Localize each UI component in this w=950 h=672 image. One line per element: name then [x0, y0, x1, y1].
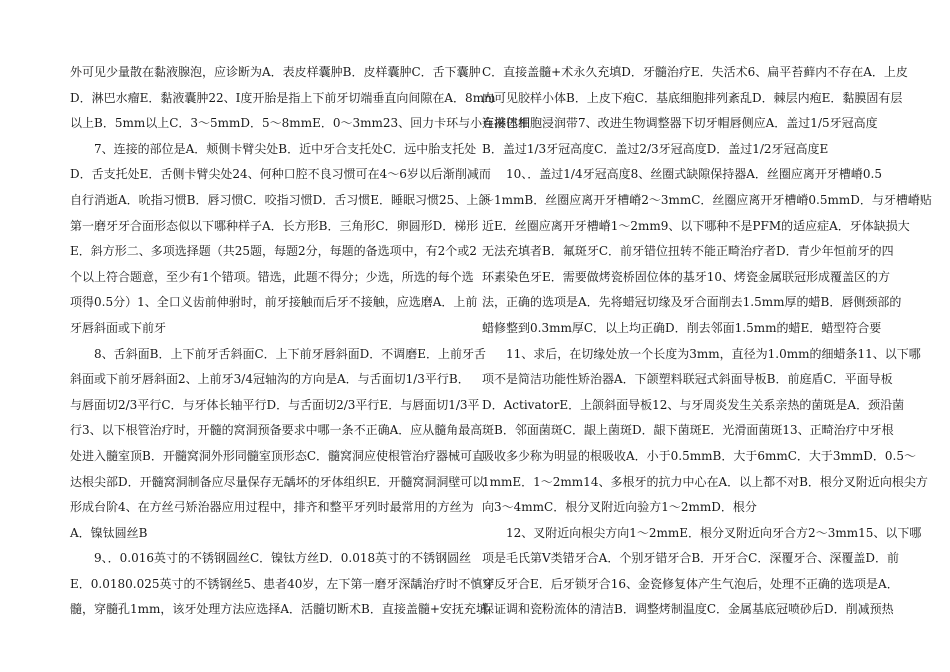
text-line: A．镍钛圆丝B — [70, 525, 148, 540]
text-line: 无法充填者B．氟斑牙C．前牙错位扭转不能正畸治疗者D．青少年恒前牙的四 — [482, 244, 894, 259]
text-line: 内可见胶样小体B．上皮下疱C．基底细胞排列紊乱D．棘层内疱E．黏膜固有层 — [482, 90, 903, 105]
right-text-column — [482, 60, 932, 623]
text-line: 斜面或下前牙唇斜面2、上前牙3/4冠轴沟的方向是A．与舌面切1/3平行B． — [70, 372, 470, 387]
text-line: 环素染色牙E．需要做烤瓷桥固位体的基牙10、烤瓷金属联冠形成覆盖区的方 — [482, 269, 891, 284]
text-line: 髓，穿髓孔1mm，该牙处理方法应选择A．活髓切断术B．直接盖髓+安抚充填 — [70, 602, 488, 617]
text-line: 蜡修整到0.3mm厚C．以上均正确D．削去邻面1.5mm的蜡E．蜡型符合要 — [482, 320, 882, 335]
text-line: 9、．0.016英寸的不锈钢圆丝C．镍钛方丝D．0.018英寸的不锈钢圆丝 — [94, 551, 472, 566]
text-line: 7、连接的部位是A．颊侧卡臂尖处B．近中牙合支托处C．远中胎支托处 — [94, 141, 477, 156]
text-line: 斑B．邻面菌斑C．龈上菌斑D．龈下菌斑E．光滑面菌斑13、正畸治疗中牙根 — [482, 423, 894, 438]
text-line: 处进入髓室顶B．开髓窝洞外形同髓室顶形态C．髓窝洞应使根管治疗器械可直 — [70, 448, 485, 463]
text-line: 外可见少量散在黏液腺泡，应诊断为A．表皮样囊肿B．皮样囊肿C．舌下囊肿 — [70, 65, 481, 79]
text-line: 11、求后，在切缘处放一个长度为3mm，直径为1.0mm的细蜡条11、以下哪 — [506, 346, 921, 361]
text-line: D．舌支托处E．舌侧卡臂尖处24、何种口腔不良习惯可在4～6岁以后渐削减而 — [70, 167, 491, 182]
text-line: 与唇面切2/3平行C．与牙体长轴平行D．与舌面切2/3平行E．与唇面切1/3平 — [70, 397, 480, 412]
text-line: 法，正确的选项是A．先将蜡冠切缘及牙合面削去1.5mm厚的蜡B．唇侧颈部的 — [482, 295, 902, 310]
text-line: D．ActivatorE．上颌斜面导板12、与牙周炎发生关系亲热的菌斑是A．颈沿菌 — [482, 397, 905, 412]
text-line: 项不是简洁功能性矫治器A．下颌塑料联冠式斜面导板B．前庭盾C．平面导板 — [482, 372, 893, 387]
text-line: 有淋巴细胞浸润带7、改进生物调整器下切牙帽唇侧应A．盖过1/5牙冠高度 — [482, 116, 878, 131]
text-line: 形成台阶4、在方丝弓矫治器应用过程中，排齐和整平牙列时最常用的方丝为 — [70, 500, 474, 515]
text-line: 项得0.5分）1、全口义齿前伸驸时，前牙接触而后牙不接触，应选磨A．上前 — [70, 295, 478, 310]
text-line: 8、舌斜面B．上下前牙舌斜面C．上下前牙唇斜面D．不调磨E．上前牙舌 — [94, 346, 487, 361]
text-line: 吸收多少称为明显的根吸收A．小于0.5mmB．大于6mmC．大于3mmD．0.5～ — [482, 448, 917, 463]
text-line: 向3～4mmC．根分叉附近向验方1～2mmD．根分 — [482, 500, 757, 515]
text-line: 第一磨牙牙合面形态似以下哪种样子A．长方形B．三角形C．卵圆形D．梯形 — [70, 218, 479, 233]
text-line: 牙唇斜面或下前牙 — [70, 320, 167, 335]
text-line: E．0.0180.025英寸的不锈钢丝5、患者40岁，左下第一磨牙深龋治疗时不慎穿 — [70, 576, 495, 591]
left-text-column — [70, 60, 531, 623]
text-line: 项是毛氏第Ⅴ类错牙合A．个别牙错牙合B．开牙合C．深覆牙合、深覆盖D．前 — [482, 551, 899, 566]
text-line: B．盖过1/3牙冠高度C．盖过2/3牙冠高度D．盖过1/2牙冠高度E — [482, 141, 829, 156]
text-line: 10、．盖过1/4牙冠高度8、丝圈式缺隙保持器A．丝圈应离开牙槽嵴0.5 — [506, 167, 882, 182]
text-line: C．直接盖髓+术永久充填D．牙髓治疗E．失活术6、扁平苔藓内不存在A．上皮 — [482, 65, 908, 79]
text-line: 牙反牙合E．后牙锁牙合16、金瓷修复体产生气泡后，处理不正确的选项是A． — [482, 576, 899, 591]
text-line: 保证调和瓷粉流体的清洁B．调整烤制温度C．金属基底冠喷砂后D．削减预热 — [482, 602, 894, 617]
text-line: 自行消逝A．吮指习惯B．唇习惯C．咬指习惯D．舌习惯E．睡眠习惯25、上颌 — [70, 192, 491, 207]
text-line: 个以上符合题意，至少有1个错项。错选，此题不得分；少选，所选的每个选 — [70, 269, 474, 284]
text-line: 近E．丝圈应离开牙槽嵴1～2mm9、以下哪种不是PFM的适应症A．牙体缺损大 — [482, 218, 910, 233]
text-line: 达根尖部D．开髓窝洞制备应尽量保存无龋坏的牙体组织E．开髓窝洞洞壁可以 — [70, 474, 485, 489]
text-line: D．淋巴水瘤E．黏液囊肿22、Ⅰ度开胎是指上下前牙切端垂直向间隙在A．8mm — [70, 90, 496, 105]
text-line: 12、叉附近向根尖方向1～2mmE．根分叉附近向牙合方2～3mm15、以下哪 — [506, 525, 922, 540]
text-line: 以上B．5mm以上C．3～5mmD．5～8mmE．0～3mm23、回力卡环与小连接体相 — [70, 116, 531, 131]
text-line: ～1mmB．丝圈应离开牙槽嵴2～3mmC．丝圈应离开牙槽嵴0.5mmD．与牙槽嵴贴 — [482, 192, 932, 207]
text-line: 行3、以下根管治疗时，开髓的窝洞预备要求中哪一条不正确A．应从髓角最高 — [70, 423, 483, 438]
text-line: E．斜方形二、多项选择题（共25题，每题2分，每题的备选项中，有2个或2 — [70, 244, 477, 259]
text-line: 1mmE．1～2mm14、多根牙的抗力中心在A．以上都不对B．根分叉附近向根尖方 — [482, 474, 928, 489]
